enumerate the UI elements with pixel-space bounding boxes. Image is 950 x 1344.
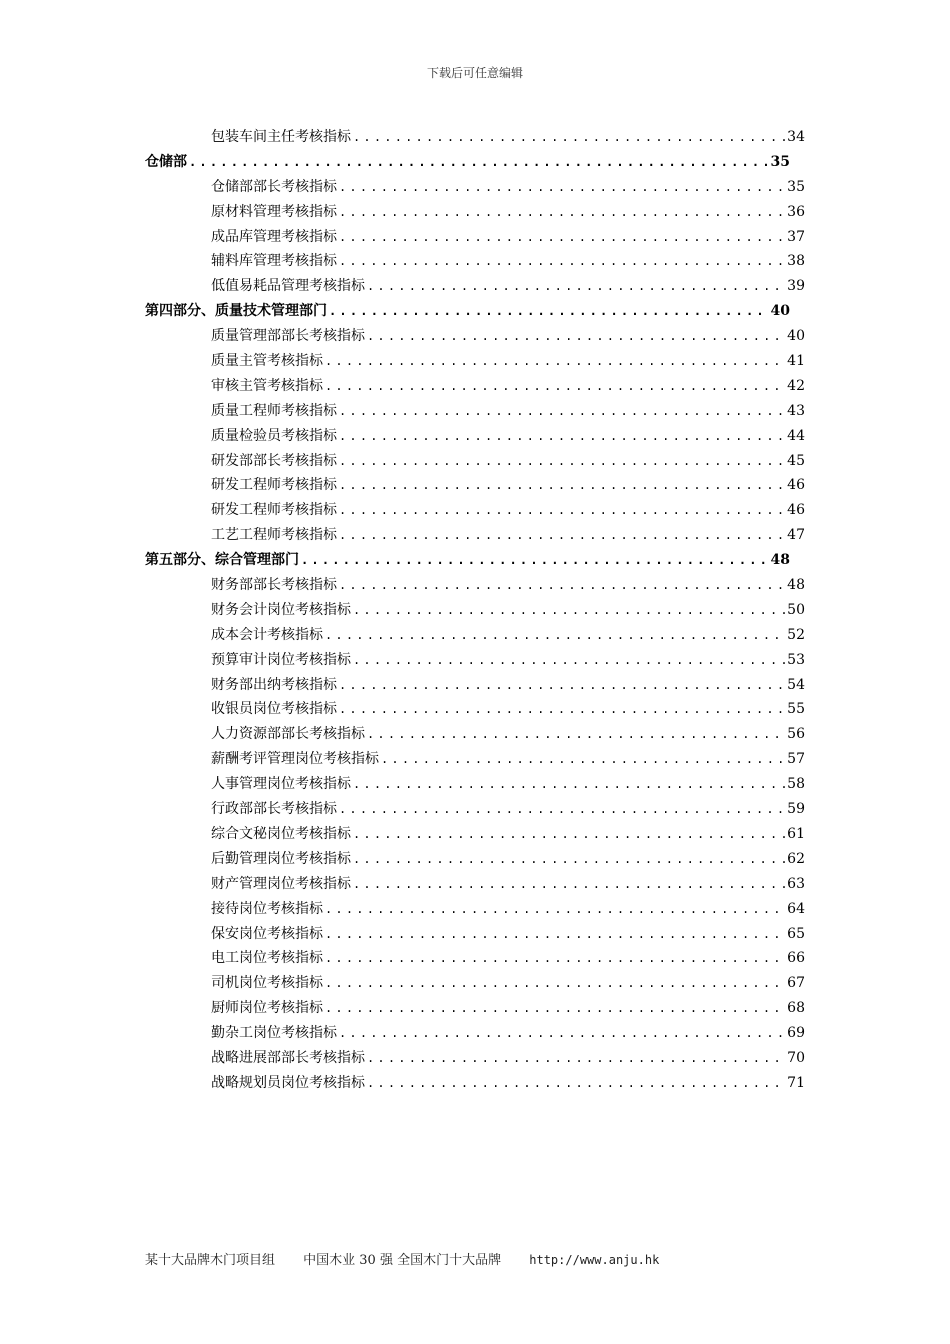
toc-entry[interactable] — [145, 125, 805, 150]
toc-dot-leader — [339, 673, 785, 698]
toc-entry[interactable] — [145, 996, 805, 1021]
toc-entry-page-number: 59 — [787, 801, 805, 818]
toc-dot-leader — [339, 498, 785, 523]
toc-entry-page-number: 45 — [787, 452, 805, 469]
toc-dot-leader — [325, 971, 785, 996]
toc-entry-title: 包装车间主任考核指标 — [211, 129, 351, 145]
toc-entry[interactable] — [145, 473, 805, 498]
toc-dot-leader — [189, 150, 769, 175]
toc-entry-title: 勤杂工岗位考核指标 — [211, 1025, 337, 1042]
toc-entry-title: 第五部分、综合管理部门 — [145, 552, 299, 569]
toc-entry-title: 预算审计岗位考核指标 — [211, 651, 351, 668]
toc-entry-page-number: 43 — [787, 402, 805, 419]
toc-entry-title: 成本会计考核指标 — [211, 626, 323, 643]
toc-entry-page-number: 63 — [787, 875, 805, 892]
toc-entry[interactable] — [145, 498, 805, 523]
toc-entry-title: 辅料库管理考核指标 — [211, 253, 337, 270]
toc-dot-leader — [339, 200, 785, 225]
toc-entry-title: 人事管理岗位考核指标 — [211, 776, 351, 793]
toc-entry-page-number: 40 — [787, 328, 805, 345]
toc-dot-leader — [367, 324, 785, 349]
toc-entry-page-number: 62 — [787, 850, 805, 867]
toc-entry[interactable] — [145, 274, 805, 299]
toc-dot-leader — [339, 424, 785, 449]
toc-entry-title: 质量检验员考核指标 — [211, 427, 337, 444]
toc-entry[interactable] — [145, 424, 805, 449]
toc-dot-leader — [339, 573, 785, 598]
toc-entry-page-number: 61 — [787, 825, 805, 842]
toc-section-heading[interactable] — [145, 299, 790, 324]
toc-entry-page-number: 64 — [787, 900, 805, 917]
toc-dot-leader — [325, 996, 785, 1021]
toc-entry[interactable] — [145, 1021, 805, 1046]
toc-entry[interactable] — [145, 598, 805, 623]
toc-entry-page-number: 40 — [770, 303, 790, 320]
toc-entry-title: 厨师岗位考核指标 — [211, 1000, 323, 1017]
toc-entry[interactable] — [145, 200, 805, 225]
toc-entry-page-number: 71 — [787, 1074, 805, 1091]
toc-entry-page-number: 58 — [787, 776, 805, 793]
toc-entry-page-number: 37 — [787, 228, 805, 245]
toc-entry[interactable] — [145, 249, 805, 274]
toc-entry-title: 战略规划员岗位考核指标 — [211, 1074, 365, 1091]
footer-url[interactable]: http://www.anju.hk — [529, 1253, 660, 1267]
toc-dot-leader — [353, 847, 785, 872]
toc-entry[interactable] — [145, 897, 805, 922]
toc-dot-leader — [339, 473, 785, 498]
toc-entry-page-number: 36 — [787, 203, 805, 220]
toc-entry-title: 薪酬考评管理岗位考核指标 — [211, 751, 379, 768]
toc-dot-leader — [325, 623, 785, 648]
toc-entry-title: 司机岗位考核指标 — [211, 975, 323, 992]
footer-org: 某十大品牌木门项目组 — [145, 1253, 276, 1268]
toc-entry-page-number: 50 — [787, 601, 805, 618]
toc-entry-title: 研发工程师考核指标 — [211, 502, 337, 519]
toc-entry[interactable] — [145, 374, 805, 399]
toc-entry-title: 质量主管考核指标 — [211, 353, 323, 370]
toc-entry[interactable] — [145, 573, 805, 598]
toc-entry-title: 财务部部长考核指标 — [211, 577, 337, 594]
toc-entry[interactable] — [145, 175, 805, 200]
toc-entry-page-number: 54 — [787, 676, 805, 693]
toc-entry-title: 财产管理岗位考核指标 — [211, 875, 351, 892]
toc-entry-page-number: 42 — [787, 377, 805, 394]
toc-entry-page-number: 34 — [787, 129, 805, 145]
toc-entry[interactable] — [145, 772, 805, 797]
toc-entry-title: 仓储部部长考核指标 — [211, 178, 337, 195]
header-text: 下载后可任意编辑 — [426, 66, 523, 80]
toc-entry-page-number: 41 — [787, 353, 805, 370]
toc-entry[interactable] — [145, 673, 805, 698]
toc-dot-leader — [367, 274, 785, 299]
toc-entry-title: 研发部部长考核指标 — [211, 452, 337, 469]
toc-entry[interactable] — [145, 399, 805, 424]
toc-dot-leader — [339, 225, 785, 250]
toc-entry[interactable] — [145, 697, 805, 722]
toc-entry-title: 电工岗位考核指标 — [211, 950, 323, 967]
toc-dot-leader — [339, 249, 785, 274]
toc-entry-page-number: 48 — [787, 577, 805, 594]
toc-dot-leader — [339, 697, 785, 722]
toc-dot-leader — [339, 175, 785, 200]
toc-entry[interactable] — [145, 797, 805, 822]
toc-entry[interactable] — [145, 623, 805, 648]
toc-entry-title: 财务会计岗位考核指标 — [211, 601, 351, 618]
toc-section-heading[interactable] — [145, 150, 790, 175]
toc-dot-leader — [353, 598, 785, 623]
toc-entry-title: 人力资源部部长考核指标 — [211, 726, 365, 743]
toc-entry-page-number: 66 — [787, 950, 805, 967]
toc-entry-page-number: 65 — [787, 925, 805, 942]
toc-entry-title: 原材料管理考核指标 — [211, 203, 337, 220]
toc-dot-leader — [325, 374, 785, 399]
toc-dot-leader — [367, 1071, 785, 1096]
toc-section-heading[interactable] — [145, 548, 790, 573]
toc-entry-page-number: 56 — [787, 726, 805, 743]
toc-entry-title: 收银员岗位考核指标 — [211, 701, 337, 718]
toc-entry-page-number: 68 — [787, 1000, 805, 1017]
toc-entry-title: 质量工程师考核指标 — [211, 402, 337, 419]
toc-dot-leader — [353, 872, 785, 897]
toc-entry-page-number: 46 — [787, 502, 805, 519]
toc-entry-title: 低值易耗品管理考核指标 — [211, 278, 365, 295]
toc-dot-leader — [339, 399, 785, 424]
toc-entry-page-number: 44 — [787, 427, 805, 444]
table-of-contents — [145, 125, 805, 1096]
toc-entry-page-number: 70 — [787, 1049, 805, 1066]
toc-dot-leader — [367, 722, 785, 747]
page-header — [0, 64, 950, 81]
toc-entry-page-number: 55 — [787, 701, 805, 718]
toc-dot-leader — [325, 922, 785, 947]
toc-entry-page-number: 38 — [787, 253, 805, 270]
toc-entry-page-number: 39 — [787, 278, 805, 295]
toc-entry-page-number: 46 — [787, 477, 805, 494]
toc-entry-page-number: 47 — [787, 527, 805, 544]
toc-dot-leader — [339, 1021, 785, 1046]
toc-entry-title: 第四部分、质量技术管理部门 — [145, 303, 327, 320]
toc-entry-page-number: 67 — [787, 975, 805, 992]
toc-entry-title: 研发工程师考核指标 — [211, 477, 337, 494]
toc-entry-page-number: 57 — [787, 751, 805, 768]
toc-entry[interactable] — [145, 1071, 805, 1096]
footer-slogan: 中国木业 30 强 全国木门十大品牌 — [303, 1253, 502, 1268]
toc-entry-title: 战略进展部部长考核指标 — [211, 1049, 365, 1066]
page-footer — [145, 1249, 683, 1268]
toc-dot-leader — [325, 349, 785, 374]
toc-dot-leader — [339, 449, 785, 474]
toc-dot-leader — [367, 1046, 785, 1071]
toc-entry[interactable] — [145, 822, 805, 847]
toc-entry[interactable] — [145, 971, 805, 996]
toc-entry[interactable] — [145, 225, 805, 250]
toc-entry-page-number: 48 — [770, 552, 790, 569]
toc-entry[interactable] — [145, 449, 805, 474]
toc-entry[interactable] — [145, 648, 805, 673]
toc-dot-leader — [353, 125, 785, 150]
toc-entry-page-number: 35 — [787, 178, 805, 195]
toc-entry[interactable] — [145, 847, 805, 872]
toc-entry[interactable] — [145, 922, 805, 947]
toc-entry[interactable] — [145, 747, 805, 772]
toc-entry-title: 综合文秘岗位考核指标 — [211, 825, 351, 842]
toc-entry-page-number: 35 — [770, 153, 790, 170]
toc-dot-leader — [329, 299, 769, 324]
toc-entry-title: 审核主管考核指标 — [211, 377, 323, 394]
toc-entry-title: 后勤管理岗位考核指标 — [211, 850, 351, 867]
toc-entry-page-number: 53 — [787, 651, 805, 668]
toc-entry-title: 行政部部长考核指标 — [211, 801, 337, 818]
toc-entry-title: 财务部出纳考核指标 — [211, 676, 337, 693]
toc-entry[interactable] — [145, 523, 805, 548]
toc-entry-title: 保安岗位考核指标 — [211, 925, 323, 942]
toc-entry[interactable] — [145, 722, 805, 747]
toc-dot-leader — [301, 548, 769, 573]
toc-dot-leader — [325, 946, 785, 971]
toc-dot-leader — [353, 648, 785, 673]
toc-dot-leader — [381, 747, 785, 772]
toc-dot-leader — [325, 897, 785, 922]
toc-entry[interactable] — [145, 349, 805, 374]
toc-dot-leader — [339, 797, 785, 822]
toc-dot-leader — [353, 772, 785, 797]
toc-entry-page-number: 52 — [787, 626, 805, 643]
toc-entry[interactable] — [145, 946, 805, 971]
toc-entry[interactable] — [145, 872, 805, 897]
toc-dot-leader — [353, 822, 785, 847]
toc-entry-title: 接待岗位考核指标 — [211, 900, 323, 917]
toc-entry-title: 仓储部 — [145, 153, 187, 170]
toc-entry-title: 工艺工程师考核指标 — [211, 527, 337, 544]
toc-dot-leader — [339, 523, 785, 548]
toc-entry-title: 质量管理部部长考核指标 — [211, 328, 365, 345]
toc-entry-title: 成品库管理考核指标 — [211, 228, 337, 245]
toc-entry-page-number: 69 — [787, 1025, 805, 1042]
toc-entry[interactable] — [145, 324, 805, 349]
toc-entry[interactable] — [145, 1046, 805, 1071]
